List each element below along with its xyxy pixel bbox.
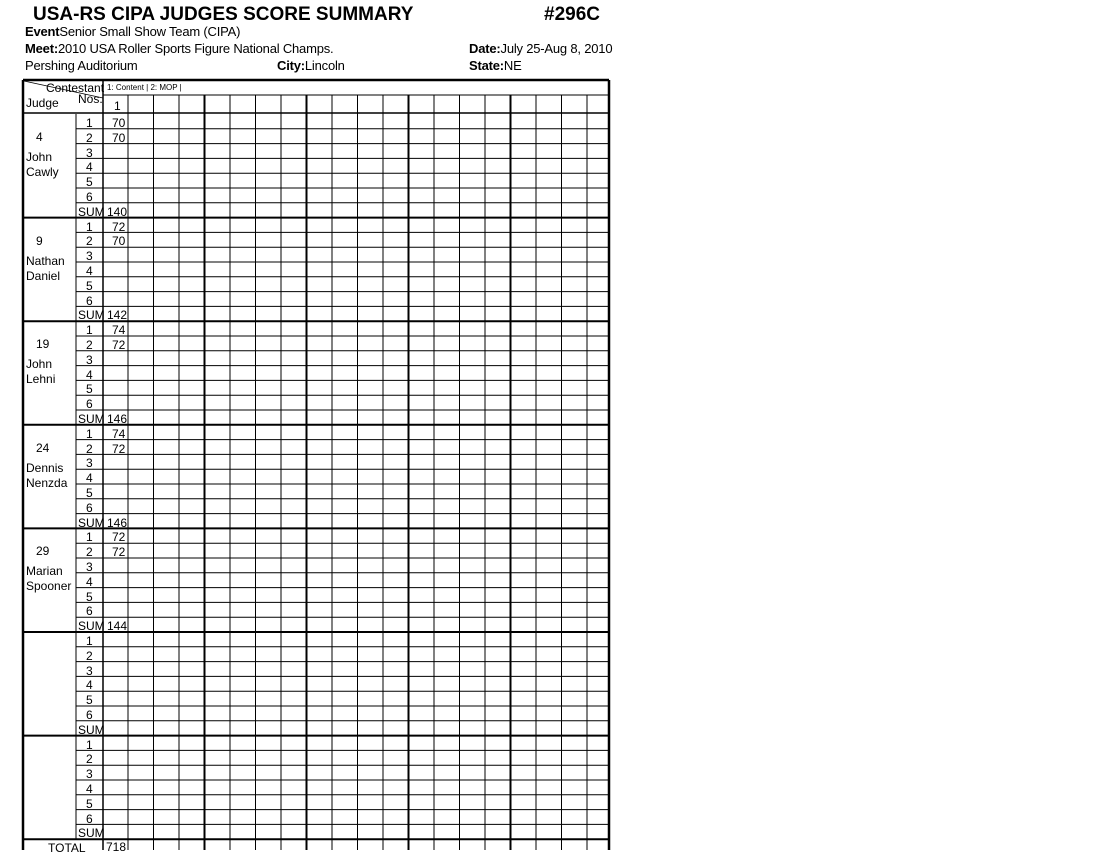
date-value: July 25-Aug 8, 2010 [500, 41, 613, 56]
judge-last-name: Nenzda [26, 475, 68, 490]
row-number: 2 [86, 545, 93, 560]
city-label: City: [277, 58, 305, 73]
row-number: 5 [86, 175, 93, 190]
sum-value: 142 [107, 308, 128, 323]
row-number: 6 [86, 708, 93, 722]
judge-last-name: Lehni [26, 372, 56, 387]
score-value: 72 [112, 219, 126, 234]
row-number: 1 [86, 116, 93, 130]
row-number: 4 [86, 782, 93, 796]
meet-label: Meet: [25, 41, 58, 56]
row-number: 6 [86, 500, 93, 515]
sum-value: 140 [107, 204, 128, 219]
row-number: 1 [86, 426, 93, 441]
row-number: 5 [86, 486, 93, 500]
row-number: 1 [86, 323, 93, 338]
page-title: USA-RS CIPA JUDGES SCORE SUMMARY [33, 4, 414, 25]
sum-label: SUM [78, 826, 105, 841]
judge-number: 4 [36, 130, 43, 144]
row-number: 4 [86, 678, 93, 693]
row-number: 1 [86, 634, 93, 648]
corner-contestant-label: Contestant [46, 81, 105, 95]
row-number: 4 [86, 471, 93, 486]
row-number: 6 [86, 293, 93, 308]
date-label: Date: [469, 41, 501, 56]
row-number: 5 [86, 693, 93, 708]
score-legend: 1: Content | 2: MOP | [107, 83, 182, 92]
judge-last-name: Cawly [26, 165, 59, 179]
row-number: 2 [86, 441, 93, 456]
sum-label: SUM [78, 308, 105, 323]
score-value: 70 [112, 116, 126, 130]
row-number: 2 [86, 648, 93, 663]
contestant-number: 1 [114, 99, 121, 113]
sum-value: 146 [107, 412, 128, 426]
judge-last-name: Daniel [26, 268, 61, 283]
score-value: 72 [112, 441, 126, 456]
row-number: 2 [86, 752, 93, 767]
row-number: 1 [86, 530, 93, 545]
row-number: 1 [86, 219, 93, 234]
sum-label: SUM [78, 515, 105, 530]
row-number: 5 [86, 278, 93, 293]
state-value: NE [503, 58, 522, 73]
judge-number: 19 [36, 337, 50, 352]
sum-value: 146 [107, 515, 128, 530]
state-label: State: [469, 58, 504, 73]
row-number: 3 [86, 249, 93, 264]
row-number: 3 [86, 456, 93, 471]
row-number: 4 [86, 264, 93, 278]
sum-label: SUM [78, 412, 105, 426]
city-value: Lincoln [304, 58, 345, 73]
row-number: 6 [86, 397, 93, 412]
row-number: 3 [86, 560, 93, 574]
judge-number: 29 [36, 544, 50, 559]
row-number: 3 [86, 352, 93, 367]
score-value: 70 [112, 234, 126, 249]
row-number: 5 [86, 382, 93, 397]
row-number: 2 [86, 234, 93, 249]
sum-label: SUM [78, 204, 105, 219]
row-number: 4 [86, 160, 93, 175]
form-number: #296C [544, 4, 600, 25]
total-label: TOTAL [48, 841, 86, 855]
row-number: 6 [86, 811, 93, 826]
event-value: Senior Small Show Team (CIPA) [59, 24, 241, 39]
judge-number: 24 [36, 440, 50, 455]
judge-first-name: Nathan [26, 253, 65, 268]
row-number: 3 [86, 663, 93, 678]
row-number: 2 [86, 338, 93, 352]
venue-value: Pershing Auditorium [25, 58, 138, 73]
judge-last-name: Spooner [26, 579, 72, 594]
corner-nos-label: Nos. [78, 92, 103, 106]
row-number: 5 [86, 796, 93, 811]
row-number: 1 [86, 737, 93, 752]
event-label: Event [25, 24, 60, 39]
judge-first-name: John [26, 150, 53, 164]
row-number: 6 [86, 190, 93, 204]
score-value: 72 [112, 338, 126, 352]
score-value: 72 [112, 530, 126, 545]
row-number: 4 [86, 574, 93, 589]
judge-first-name: Dennis [26, 460, 64, 475]
row-number: 3 [86, 145, 93, 160]
meet-value: 2010 USA Roller Sports Figure National Champs. [57, 41, 334, 56]
row-number: 2 [86, 130, 93, 145]
row-number: 6 [86, 604, 93, 619]
row-number: 4 [86, 367, 93, 382]
judge-first-name: John [26, 357, 53, 372]
corner-judge-label: Judge [26, 96, 59, 110]
score-value: 72 [112, 545, 126, 560]
row-number: 5 [86, 589, 93, 604]
score-value: 70 [112, 130, 126, 145]
sum-label: SUM [78, 722, 105, 737]
score-value: 74 [112, 426, 126, 441]
sum-label: SUM [78, 619, 105, 634]
judge-number: 9 [36, 233, 43, 248]
sum-value: 144 [107, 619, 128, 634]
row-number: 3 [86, 767, 93, 782]
total-value: 718 [106, 840, 127, 855]
judge-first-name: Marian [26, 564, 63, 579]
score-value: 74 [112, 323, 126, 338]
